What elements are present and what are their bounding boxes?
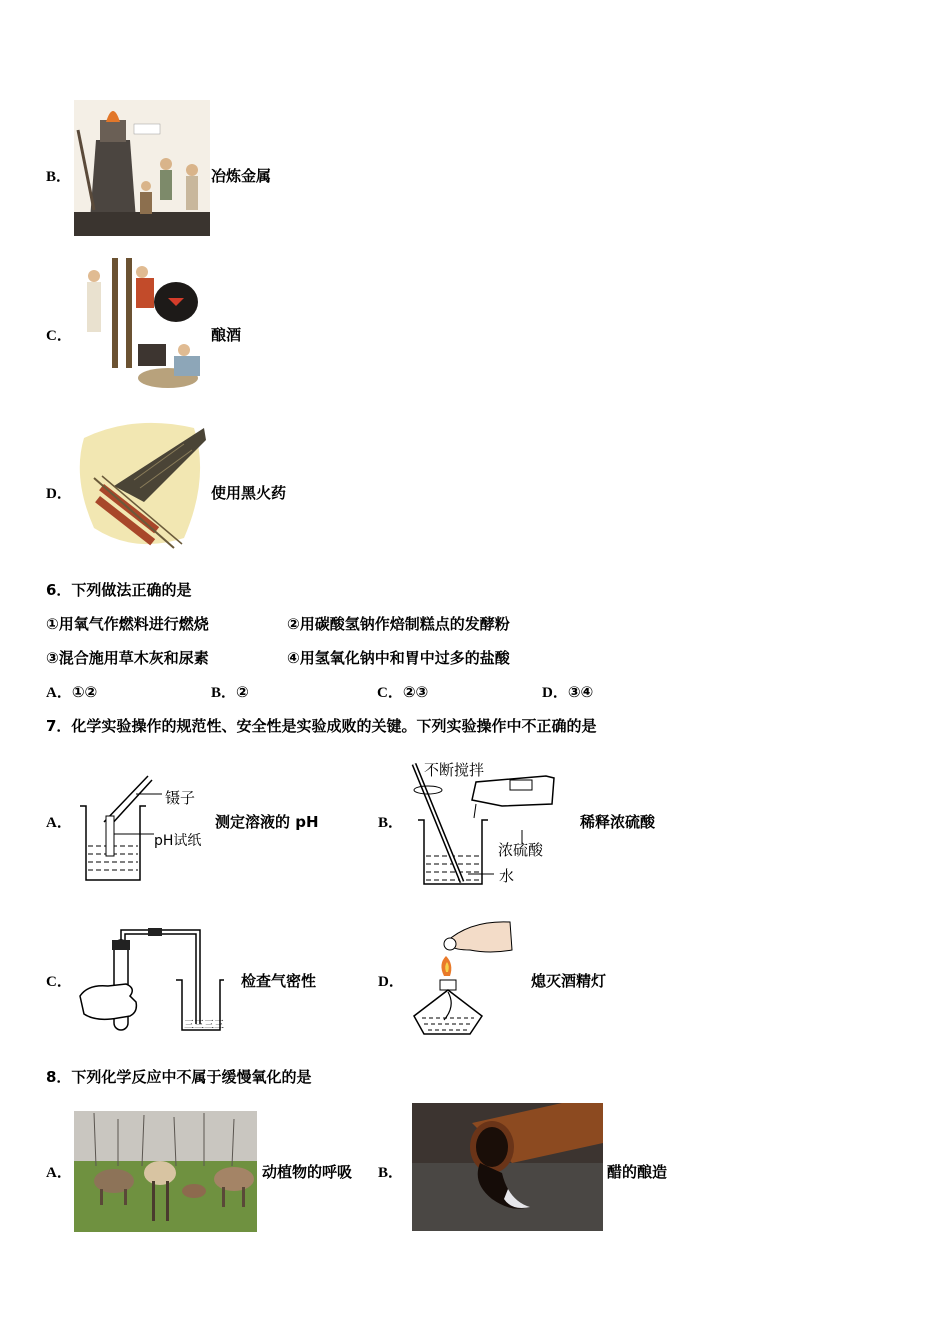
answer-choice[interactable] — [211, 681, 249, 702]
option-text: 熄灭酒精灯 — [531, 972, 607, 990]
wine-brewing-illustration — [78, 258, 211, 394]
gunpowder-rocket-illustration — [74, 418, 211, 554]
option-label: B． — [378, 1165, 404, 1181]
option-label: B． — [46, 169, 72, 185]
option-label: A． — [46, 815, 72, 831]
option-text: 使用黑火药 — [211, 484, 287, 502]
option-label: A． — [46, 1165, 72, 1181]
statement-item: ③混合施用草木灰和尿素 — [46, 649, 209, 667]
option-text: 稀释浓硫酸 — [580, 813, 656, 831]
choice-text: ③④ — [567, 683, 594, 701]
figure-label: 三三 — [204, 1020, 224, 1031]
figure-label: 镊子 — [165, 789, 196, 807]
question-stem: 6．下列做法正确的是 — [46, 581, 192, 599]
statement-item: ②用碳酸氢钠作焙制糕点的发酵粉 — [287, 615, 510, 633]
choice-text: ② — [236, 683, 249, 701]
option-label: D． — [46, 486, 72, 502]
answer-choice[interactable] — [542, 681, 593, 702]
figure-label: pH试纸 — [154, 833, 202, 849]
question-stem: 8．下列化学反应中不属于缓慢氧化的是 — [46, 1068, 312, 1086]
option-text: 动植物的呼吸 — [262, 1163, 353, 1181]
figure-label: 不断搅拌 — [424, 761, 485, 779]
animals-grazing-photo — [74, 1111, 257, 1232]
answer-choice[interactable] — [377, 681, 428, 702]
option-text: 检查气密性 — [241, 972, 317, 990]
metal-smelting-illustration — [74, 100, 210, 236]
question-stem: 7．化学实验操作的规范性、安全性是实验成败的关键。下列实验操作中不正确的是 — [46, 717, 597, 735]
option-label: B． — [378, 815, 404, 831]
choice-label: A． — [46, 685, 72, 701]
option-text: 醋的酿造 — [607, 1163, 668, 1181]
alcohol-lamp-blowout-diagram — [410, 920, 514, 1038]
choice-label: B． — [211, 685, 237, 701]
figure-label: 三三 — [184, 1020, 204, 1031]
option-label: C． — [46, 974, 72, 990]
statement-item: ①用氧气作燃料进行燃烧 — [46, 615, 209, 633]
answer-choice[interactable] — [46, 681, 97, 702]
option-text: 冶炼金属 — [211, 167, 272, 185]
statement-item: ④用氢氧化钠中和胃中过多的盐酸 — [287, 649, 510, 667]
choice-text: ②③ — [402, 683, 429, 701]
figure-label: 水 — [499, 867, 515, 885]
option-text: 酿酒 — [211, 326, 242, 344]
choice-label: C． — [377, 685, 403, 701]
choice-text: ①② — [71, 683, 98, 701]
option-label: C． — [46, 328, 72, 344]
figure-label: 浓硫酸 — [498, 841, 544, 859]
option-text: 测定溶液的 pH — [215, 813, 319, 831]
vinegar-pouring-photo — [412, 1103, 603, 1231]
choice-label: D． — [542, 685, 568, 701]
option-label: D． — [378, 974, 404, 990]
